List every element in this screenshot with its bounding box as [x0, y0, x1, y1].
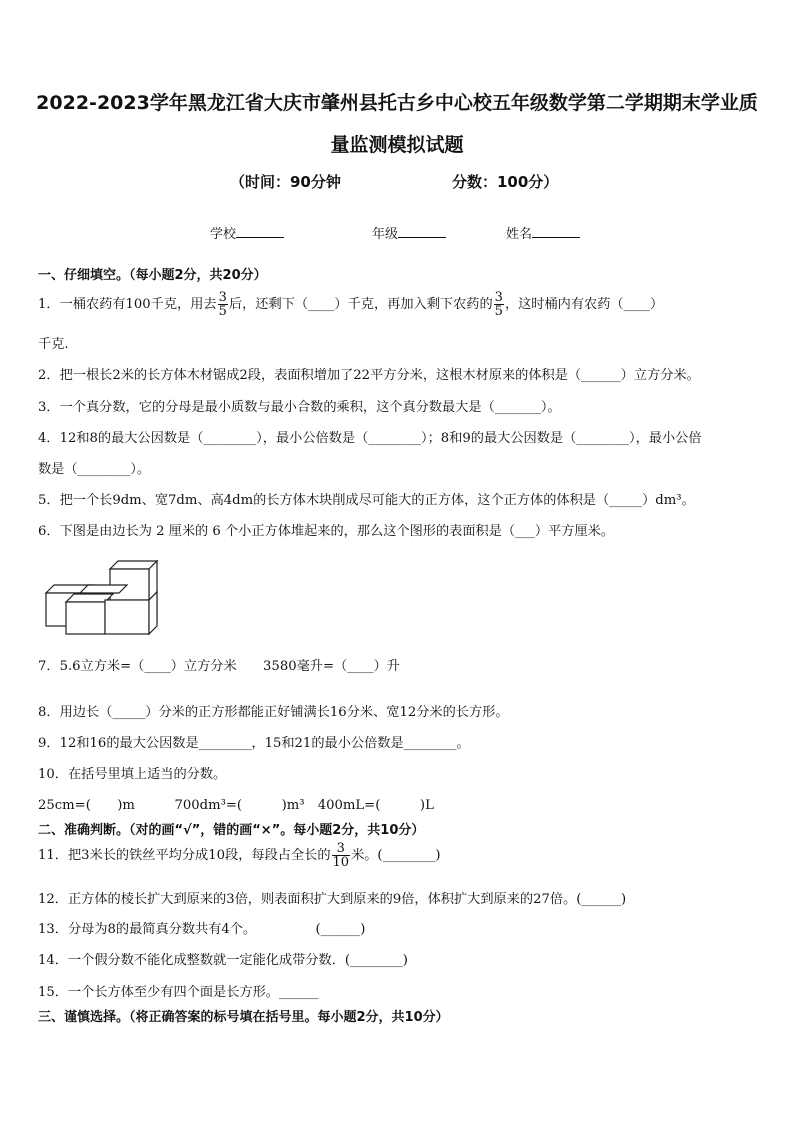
fraction-3-10: $\frac{3}{10}$	[332, 841, 350, 870]
exam-title-line1: 2022-2023学年黑龙江省大庆市肇州县托古乡中心校五年级数学第二学期期末学业质	[36, 92, 758, 114]
cube-side-face	[149, 592, 157, 634]
cube-top-face	[80, 585, 127, 593]
question-9: 9．12和16的最大公因数是________，15和21的最小公倍数是________。	[38, 736, 470, 751]
name-blank	[532, 225, 580, 238]
school-field	[210, 223, 284, 242]
question-7: 7．5.6立方米=（____）立方分米 3580毫升=（____）升	[38, 659, 400, 674]
stacked-cubes-figure	[40, 550, 160, 646]
cube-front-face	[66, 602, 105, 634]
question-2: 2．把一根长2米的长方体木材锯成2段，表面积增加了22平方分米，这根木材原来的体积是（______）立方分米。	[38, 368, 700, 383]
question-14: 14．一个假分数不能化成整数就一定能化成带分数．(________)	[38, 953, 408, 968]
school-label: 学校	[210, 227, 237, 242]
question-4: 4．12和8的最大公因数是（________），最小公倍数是（________）；8和9的最大公因数是（________），最小公倍	[38, 431, 702, 446]
question-5: 5．把一个长9dm、宽7dm、高4dm的长方体木块削成尽可能大的正方体，这个正方体的体积是（_____）dm³。	[38, 493, 695, 508]
school-blank	[236, 225, 284, 238]
section-2-heading: 二、准确判断。（对的画“√”，错的画“×”。每小题2分，共10分）	[38, 823, 425, 838]
exam-time: （时间：90分钟	[230, 173, 341, 191]
exam-score: 分数：100分）	[452, 173, 559, 191]
name-field	[506, 223, 580, 242]
question-3: 3．一个真分数，它的分母是最小质数与最小合数的乘积，这个真分数最大是（_______）。	[38, 400, 561, 415]
question-6: 6．下图是由边长为 2 厘米的 6 个小正方体堆起来的，那么这个图形的表面积是（___）平方厘米。	[38, 524, 615, 539]
name-label: 姓名	[506, 227, 533, 242]
question-15: 15．一个长方体至少有四个面是长方形。______	[38, 985, 319, 1000]
cube-front-face	[105, 600, 149, 634]
question-12: 12．正方体的棱长扩大到原来的3倍，则表面积扩大到原来的9倍，体积扩大到原来的27倍。(______)	[38, 892, 627, 907]
grade-blank	[398, 225, 446, 238]
question-10: 10．在括号里填上适当的分数。	[38, 767, 227, 782]
question-8: 8．用边长（_____）分米的正方形都能正好铺满长16分米、宽12分米的长方形。	[38, 705, 509, 720]
section-1-heading: 一、仔细填空。（每小题2分，共20分）	[38, 268, 267, 283]
question-13: 13．分母为8的最简真分数共有4个。 (______)	[38, 922, 366, 937]
section-3-heading: 三、谨慎选择。（将正确答案的标号填在括号里。每小题2分，共10分）	[38, 1010, 449, 1025]
question-11: 11．把3米长的铁丝平均分成10段，每段占全长的 $\frac{3}{10}$ 米。(________)	[38, 841, 441, 870]
question-10-blanks: 25cm=( )m 700dm³=( )m³ 400mL=( )L	[38, 798, 434, 813]
question-1: 1．一桶农药有100千克，用去 $\frac{3}{5}$ 后，还剩下（____）千克，再加入剩下农药的 $\frac{3}{5}$ ，这时桶内有农药（____）	[38, 290, 664, 319]
grade-field	[372, 223, 446, 242]
question-1-continued: 千克.	[38, 337, 69, 352]
grade-label: 年级	[372, 227, 399, 242]
fraction-3-5: $\frac{3}{5}$	[494, 290, 503, 319]
fraction-3-5: $\frac{3}{5}$	[218, 290, 227, 319]
exam-title-line2: 量监测模拟试题	[330, 134, 464, 156]
question-4-continued: 数是（________）。	[38, 462, 151, 477]
